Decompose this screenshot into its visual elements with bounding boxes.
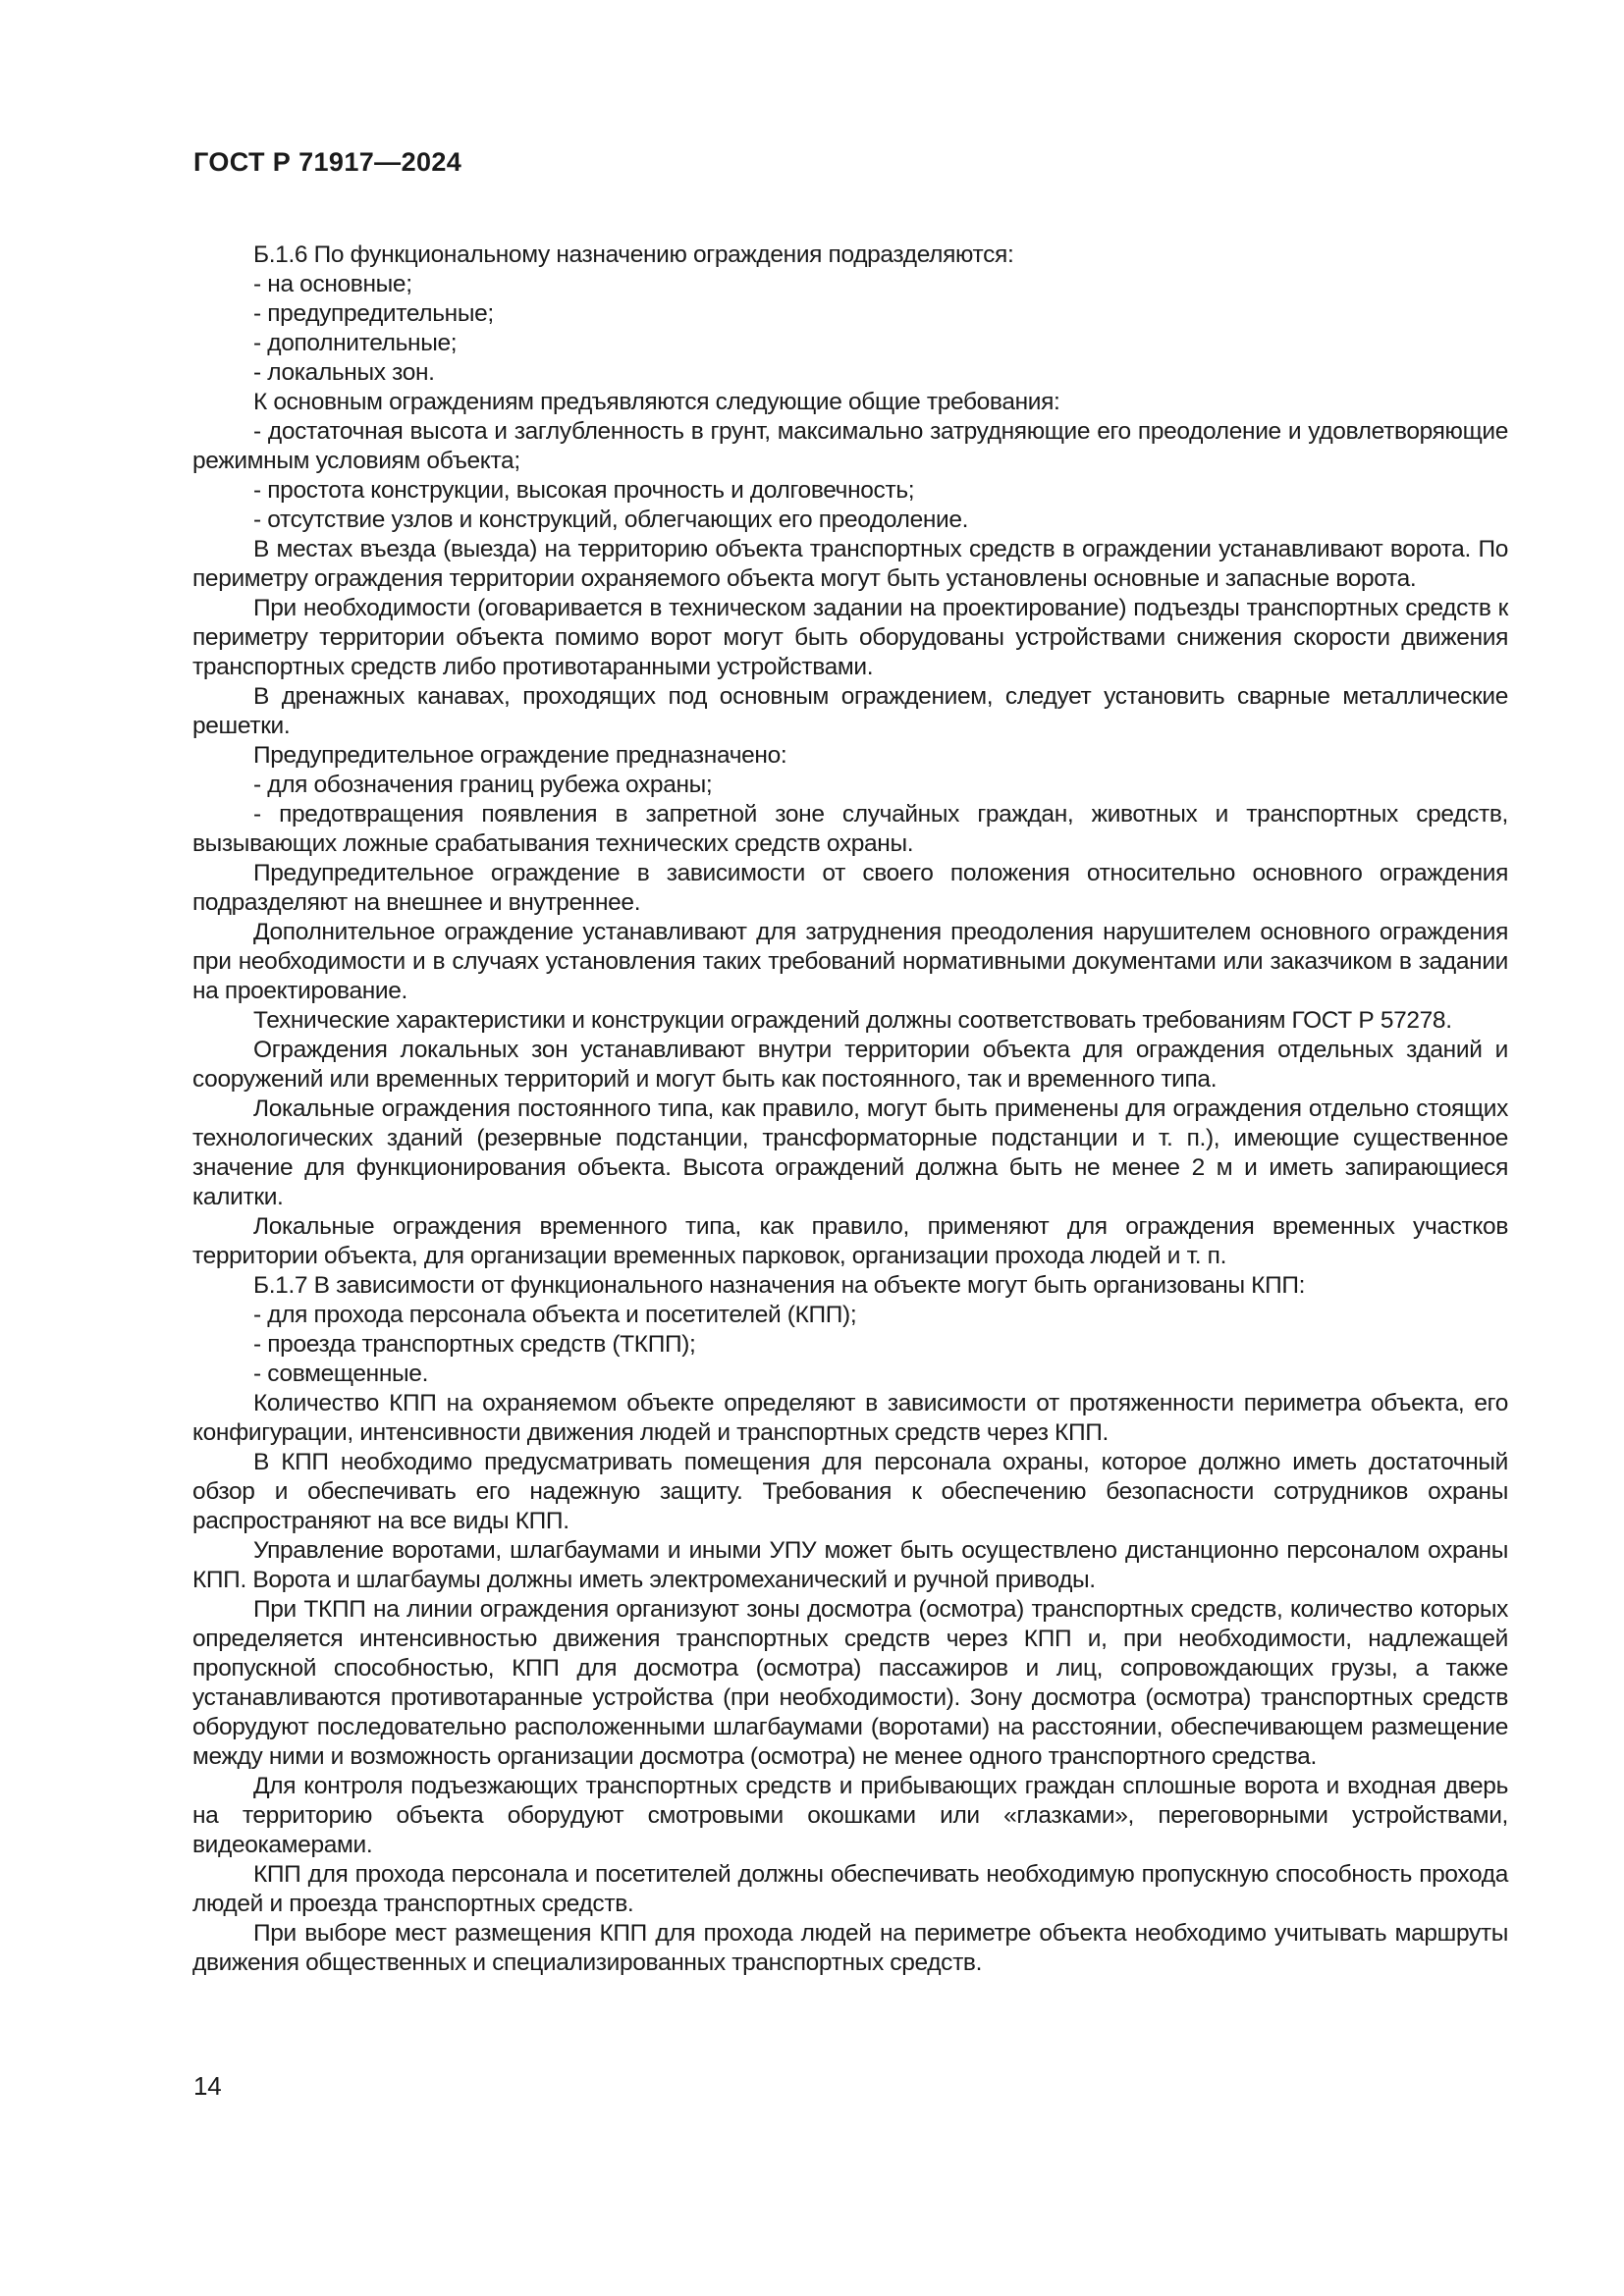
paragraph: Количество КПП на охраняемом объекте определяют в зависимости от протяженности периметра объекта, его конфигурации, интенсивности движения людей и транспортных средств через КПП. <box>192 1390 1508 1446</box>
paragraph: Управление воротами, шлагбаумами и иными УПУ может быть осуществлено дистанционно персоналом охраны КПП. Ворота и шлагбаумы должны иметь электромеханический и ручной приводы. <box>192 1537 1508 1593</box>
paragraph: При выборе мест размещения КПП для прохода людей на периметре объекта необходимо учитывать маршруты движения общественных и специализированных транспортных средств. <box>192 1920 1508 1976</box>
paragraph: - дополнительные; <box>253 330 458 356</box>
paragraph: - отсутствие узлов и конструкций, облегчающих его преодоление. <box>253 507 969 533</box>
paragraph: - совмещенные. <box>253 1361 429 1387</box>
paragraph: В КПП необходимо предусматривать помещения для персонала охраны, которое должно иметь достаточный обзор и обеспечивать его надежную защиту. Требования к обеспечению безопасности сотрудников охраны распространяют на все виды КПП. <box>192 1449 1508 1534</box>
paragraph: Для контроля подъезжающих транспортных средств и прибывающих граждан сплошные ворота и входная дверь на территорию объекта оборудуют смотровыми окошками или «глазками», переговорными устройствами, видеокамерами. <box>192 1773 1508 1858</box>
document-body <box>192 240 1508 1978</box>
paragraph: Дополнительное ограждение устанавливают для затруднения преодоления нарушителем основного ограждения при необходимости и в случаях установления таких требований нормативными документами или заказчиком в задании на проектирование. <box>192 919 1508 1004</box>
paragraph: Предупредительное ограждение в зависимости от своего положения относительно основного ограждения подразделяют на внешнее и внутреннее. <box>192 860 1508 916</box>
paragraph: Б.1.7 В зависимости от функционального назначения на объекте могут быть организованы КПП: <box>253 1272 1306 1299</box>
paragraph: - для прохода персонала объекта и посетителей (КПП); <box>253 1302 857 1328</box>
paragraph: - проезда транспортных средств (ТКПП); <box>253 1331 696 1358</box>
paragraph: При необходимости (оговаривается в техническом задании на проектирование) подъезды транспортных средств к периметру территории объекта помимо ворот могут быть оборудованы устройствами снижения скорости движения транспортных средств либо противотаранными устройствами. <box>192 595 1508 680</box>
paragraph: Технические характеристики и конструкции ограждений должны соответствовать требованиям ГОСТ Р 57278. <box>253 1007 1452 1034</box>
paragraph: В местах въезда (выезда) на территорию объекта транспортных средств в ограждении устанавливают ворота. По периметру ограждения территории охраняемого объекта могут быть установлены основные и запасные ворота. <box>192 536 1508 592</box>
paragraph: - простота конструкции, высокая прочность и долговечность; <box>253 477 915 504</box>
page-number: 14 <box>193 2071 222 2101</box>
paragraph: Локальные ограждения постоянного типа, как правило, могут быть применены для ограждения отдельно стоящих технологических зданий (резервные подстанции, трансформаторные подстанции и т. п.), имеющие существенное значение для функционирования объекта. Высота ограждений должна быть не менее 2 м и иметь запирающиеся калитки. <box>192 1095 1508 1210</box>
paragraph: Локальные ограждения временного типа, как правило, применяют для ограждения временных участков территории объекта, для организации временных парковок, организации прохода людей и т. п. <box>192 1213 1508 1269</box>
paragraph: - предотвращения появления в запретной зоне случайных граждан, животных и транспортных средств, вызывающих ложные срабатывания технических средств охраны. <box>192 801 1508 857</box>
paragraph: При ТКПП на линии ограждения организуют зоны досмотра (осмотра) транспортных средств, количество которых определяется интенсивностью движения транспортных средств через КПП и, при необходимости, надлежащей пропускной способностью, КПП для досмотра (осмотра) пассажиров и лиц, сопровождающих грузы, а также устанавливаются противотаранные устройства (при необходимости). Зону досмотра (осмотра) транспортных средств оборудуют последовательно расположенными шлагбаумами (воротами) на расстоянии, обеспечивающем размещение между ними и возможность организации досмотра (осмотра) не менее одного транспортного средства. <box>192 1596 1508 1770</box>
paragraph: - локальных зон. <box>253 359 435 386</box>
paragraph: Б.1.6 По функциональному назначению ограждения подразделяются: <box>253 241 1014 268</box>
paragraph: Предупредительное ограждение предназначено: <box>253 742 787 769</box>
paragraph: - для обозначения границ рубежа охраны; <box>253 772 713 798</box>
paragraph: - предупредительные; <box>253 300 494 327</box>
paragraph: В дренажных канавах, проходящих под основным ограждением, следует установить сварные металлические решетки. <box>192 683 1508 739</box>
paragraph: - достаточная высота и заглубленность в грунт, максимально затрудняющие его преодоление и удовлетворяющие режимным условиям объекта; <box>192 418 1508 474</box>
paragraph: КПП для прохода персонала и посетителей должны обеспечивать необходимую пропускную способность прохода людей и проезда транспортных средств. <box>192 1861 1508 1917</box>
paragraph: Ограждения локальных зон устанавливают внутри территории объекта для ограждения отдельных зданий и сооружений или временных территорий и могут быть как постоянного, так и временного типа. <box>192 1037 1508 1093</box>
paragraph: К основным ограждениям предъявляются следующие общие требования: <box>253 389 1060 415</box>
paragraph: - на основные; <box>253 271 412 297</box>
standard-number-header: ГОСТ Р 71917—2024 <box>193 147 462 177</box>
